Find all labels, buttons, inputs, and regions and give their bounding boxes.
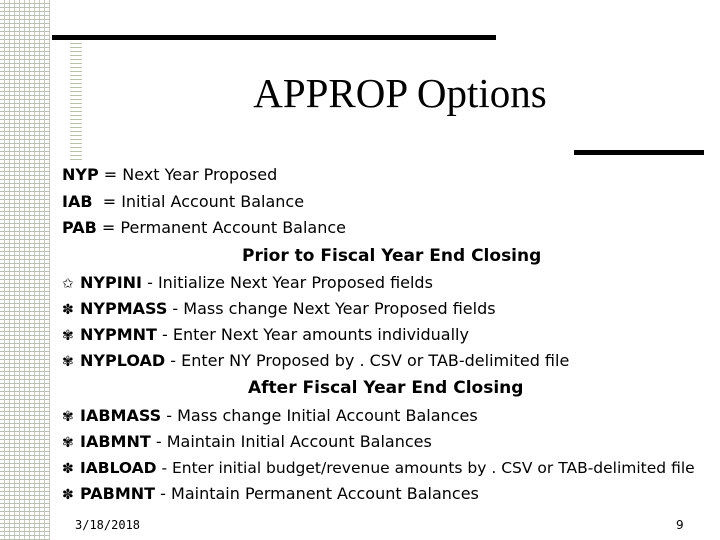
section-heading-after: After Fiscal Year End Closing xyxy=(248,378,524,398)
list-item: ✽ PABMNT - Maintain Permanent Account Balances xyxy=(62,484,479,503)
decorative-stripe-left xyxy=(0,0,50,540)
flower-bullet-icon: ✾ xyxy=(62,354,74,370)
list-item: ✾ IABMNT - Maintain Initial Account Balances xyxy=(62,432,432,451)
flower-bullet-icon: ✾ xyxy=(62,409,74,425)
definition-nyp: NYP = Next Year Proposed xyxy=(62,165,278,184)
list-item: ✾ IABMASS - Mass change Initial Account Balances xyxy=(62,406,478,425)
list-item: ✾ NYPMNT - Enter Next Year amounts individually xyxy=(62,325,469,344)
flower-bullet-icon: ✽ xyxy=(62,461,74,477)
list-item: ✾ NYPLOAD - Enter NY Proposed by . CSV or TAB-delimited file xyxy=(62,351,570,370)
section-heading-prior: Prior to Fiscal Year End Closing xyxy=(242,246,542,266)
slide-title: APPROP Options xyxy=(253,70,547,116)
star-bullet-icon: ✩ xyxy=(62,276,74,292)
flower-bullet-icon: ✾ xyxy=(62,435,74,451)
definition-pab: PAB = Permanent Account Balance xyxy=(62,218,347,237)
flower-bullet-icon: ✽ xyxy=(62,302,74,318)
list-item: ✽ IABLOAD - Enter initial budget/revenue amounts by . CSV or TAB-delimited file xyxy=(62,459,695,477)
flower-bullet-icon: ✽ xyxy=(62,487,74,503)
decorative-stripe-title xyxy=(70,40,82,160)
definition-iab: IAB = Initial Account Balance xyxy=(62,192,305,211)
footer-date: 3/18/2018 xyxy=(75,518,141,532)
list-item: ✽ NYPMASS - Mass change Next Year Proposed fields xyxy=(62,299,496,318)
decorative-bar-right xyxy=(574,150,704,155)
page-number: 9 xyxy=(676,518,684,532)
decorative-bar-top xyxy=(52,35,496,40)
list-item: ✩ NYPINI - Initialize Next Year Proposed fields xyxy=(62,273,433,292)
flower-bullet-icon: ✾ xyxy=(62,328,74,344)
